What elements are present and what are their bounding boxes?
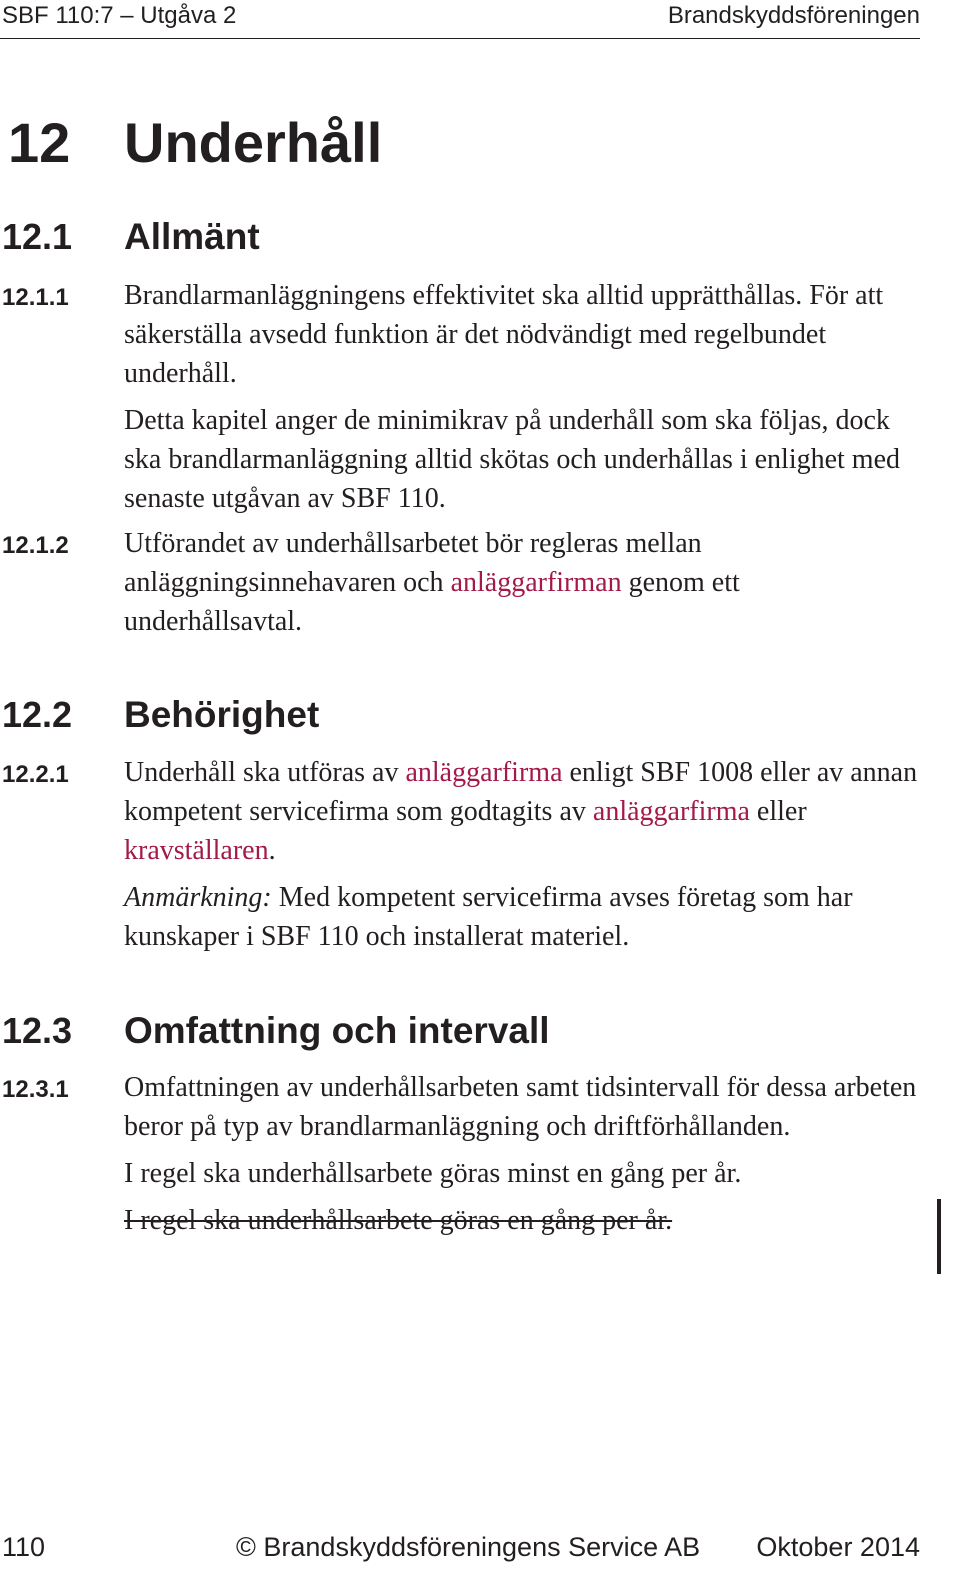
copyright-notice: © Brandskyddsföreningens Service AB	[236, 1532, 701, 1562]
section-number: 12.1	[2, 216, 73, 257]
text-run: .	[268, 835, 276, 866]
term-link[interactable]: anläggarfirma	[405, 757, 563, 788]
chapter-number: 12	[8, 111, 71, 174]
paragraph-number: 12.3.1	[2, 1076, 69, 1103]
text-run: Med kompetent servicefirma avses företag som har kunskaper i SBF 110 och installerat materiel.	[124, 882, 853, 952]
paragraph-body	[124, 524, 924, 641]
page-number: 110	[2, 1532, 46, 1562]
change-bar	[937, 1199, 941, 1274]
header-document-id: SBF 110:7 – Utgåva 2	[2, 2, 237, 29]
paragraph-text: I regel ska underhållsarbete göras minst en gång per år.	[124, 1158, 742, 1189]
deleted-text: I regel ska underhållsarbete göras en gång per år.	[124, 1205, 673, 1236]
header-publisher: Brandskyddsföreningen	[667, 2, 920, 29]
term-link[interactable]: anläggarfirman	[450, 567, 622, 598]
paragraph-text	[124, 524, 924, 641]
section-title: Omfattning och intervall	[124, 1010, 550, 1051]
paragraph-number: 12.1.1	[2, 284, 69, 311]
paragraph-text	[124, 753, 924, 870]
text-run: Underhåll ska utföras av	[124, 757, 406, 788]
page-header	[0, 0, 920, 39]
text-run: Utförandet av underhållsarbetet bör regleras mellan anläggningsinnehavaren och	[124, 528, 702, 598]
text-run: eller	[749, 796, 807, 827]
term-link[interactable]: kravställaren	[124, 835, 269, 866]
chapter-title: Underhåll	[124, 111, 383, 174]
paragraph-text: Detta kapitel anger de minimikrav på underhåll som ska följas, dock ska brandlarmanläggning alltid skötas och underhållas i enlighet med senaste utgåvan av SBF 110.	[124, 405, 901, 514]
paragraph-number: 12.1.2	[2, 532, 69, 559]
paragraph-text: Omfattningen av underhållsarbeten samt tidsintervall för dessa arbeten beror på typ av brandlarmanläggning och driftförhållanden.	[124, 1072, 917, 1142]
publication-date: Oktober 2014	[756, 1532, 920, 1562]
section-title: Behörighet	[124, 694, 320, 735]
paragraph-text: Brandlarmanläggningens effektivitet ska alltid upprätthållas. För att säkerställa avsedd funktion är det nödvändigt med regelbundet underhåll.	[124, 280, 884, 389]
paragraph-number: 12.2.1	[2, 761, 69, 788]
section-number: 12.2	[2, 694, 73, 735]
term-link[interactable]: anläggarfirma	[592, 796, 750, 827]
text-run: genom ett underhållsavtal.	[124, 567, 740, 637]
note-label: Anmärkning:	[124, 882, 272, 913]
paragraph-body	[124, 1068, 924, 1240]
section-title: Allmänt	[124, 216, 260, 257]
section-number: 12.3	[2, 1010, 73, 1051]
paragraph-body	[124, 753, 924, 956]
note-text	[124, 878, 924, 956]
text-run: enligt SBF 1008 eller av annan kompetent servicefirma som godtagits av	[124, 757, 918, 827]
paragraph-body	[124, 276, 924, 518]
